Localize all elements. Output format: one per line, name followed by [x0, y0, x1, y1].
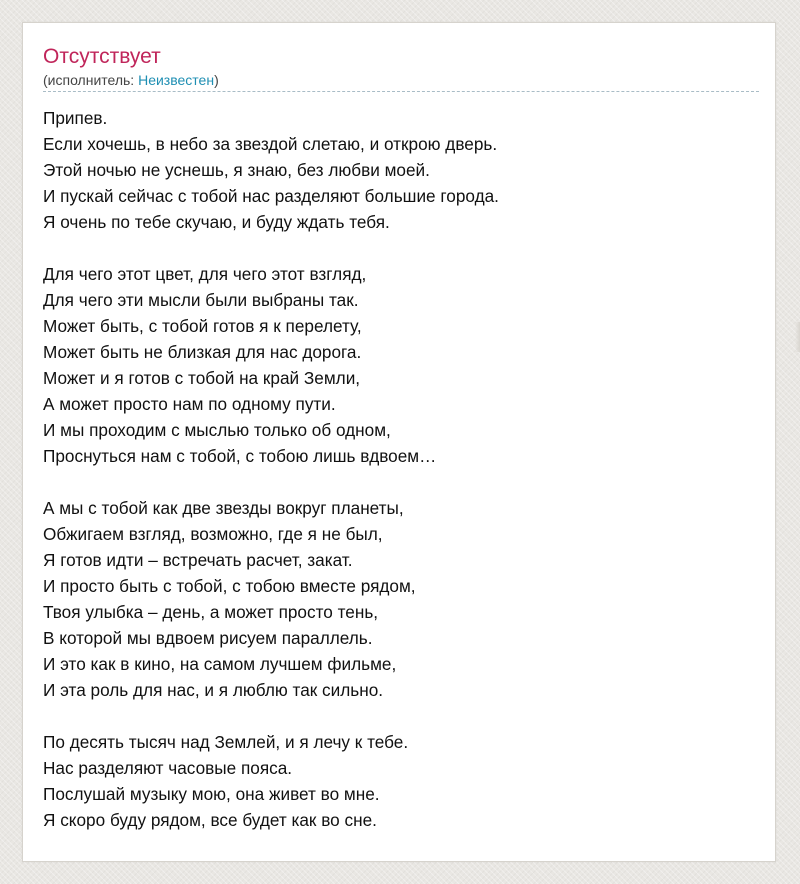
artist-prefix: (исполнитель: [43, 72, 139, 88]
lyric-line: И пускай сейчас с тобой нас разделяют большие города. [43, 186, 499, 206]
stanza-3 [43, 495, 759, 703]
lyric-line: Проснуться нам с тобой, с тобою лишь вдвоем… [43, 446, 437, 466]
lyric-line: Я очень по тебе скучаю, и буду ждать тебя. [43, 212, 390, 232]
lyric-line: Я готов идти – встречать расчет, закат. [43, 550, 353, 570]
artist-line [43, 71, 759, 92]
lyrics-body [43, 105, 759, 833]
lyric-line: А может просто нам по одному пути. [43, 394, 336, 414]
lyric-line: Для чего этот цвет, для чего этот взгляд, [43, 264, 367, 284]
stanza-2 [43, 261, 759, 469]
stanza-4 [43, 729, 759, 833]
lyric-line: В которой мы вдвоем рисуем параллель. [43, 628, 373, 648]
lyric-line: И это как в кино, на самом лучшем фильме, [43, 654, 397, 674]
lyric-line: Может быть не близкая для нас дорога. [43, 342, 362, 362]
song-title: Отсутствует [43, 45, 161, 68]
lyric-line: Для чего эти мысли были выбраны так. [43, 290, 359, 310]
lyric-line: Я скоро буду рядом, все будет как во сне. [43, 810, 377, 830]
lyric-line: И эта роль для нас, и я люблю так сильно. [43, 680, 384, 700]
artist-link[interactable]: Неизвестен [138, 72, 215, 88]
lyric-line: Послушай музыку мою, она живет во мне. [43, 784, 380, 804]
lyric-line: Если хочешь, в небо за звездой слетаю, и открою дверь. [43, 134, 498, 154]
lyric-line: И просто быть с тобой, с тобою вместе рядом, [43, 576, 416, 596]
song-header [43, 43, 759, 92]
lyric-line: Может и я готов с тобой на край Земли, [43, 368, 361, 388]
lyric-line: Этой ночью не уснешь, я знаю, без любви моей. [43, 160, 430, 180]
lyric-line: И мы проходим с мыслью только об одном, [43, 420, 391, 440]
lyric-line: Припев. [43, 108, 108, 128]
lyric-line: Может быть, с тобой готов я к перелету, [43, 316, 362, 336]
lyric-line: Твоя улыбка – день, а может просто тень, [43, 602, 379, 622]
page-edge-shadow [795, 322, 800, 352]
artist-suffix: ) [214, 72, 219, 88]
lyric-line: Нас разделяют часовые пояса. [43, 758, 293, 778]
stanza-1 [43, 105, 759, 235]
lyrics-card [22, 22, 776, 862]
lyric-line: Обжигаем взгляд, возможно, где я не был, [43, 524, 383, 544]
lyric-line: А мы с тобой как две звезды вокруг планеты, [43, 498, 404, 518]
lyric-line: По десять тысяч над Землей, и я лечу к тебе. [43, 732, 409, 752]
